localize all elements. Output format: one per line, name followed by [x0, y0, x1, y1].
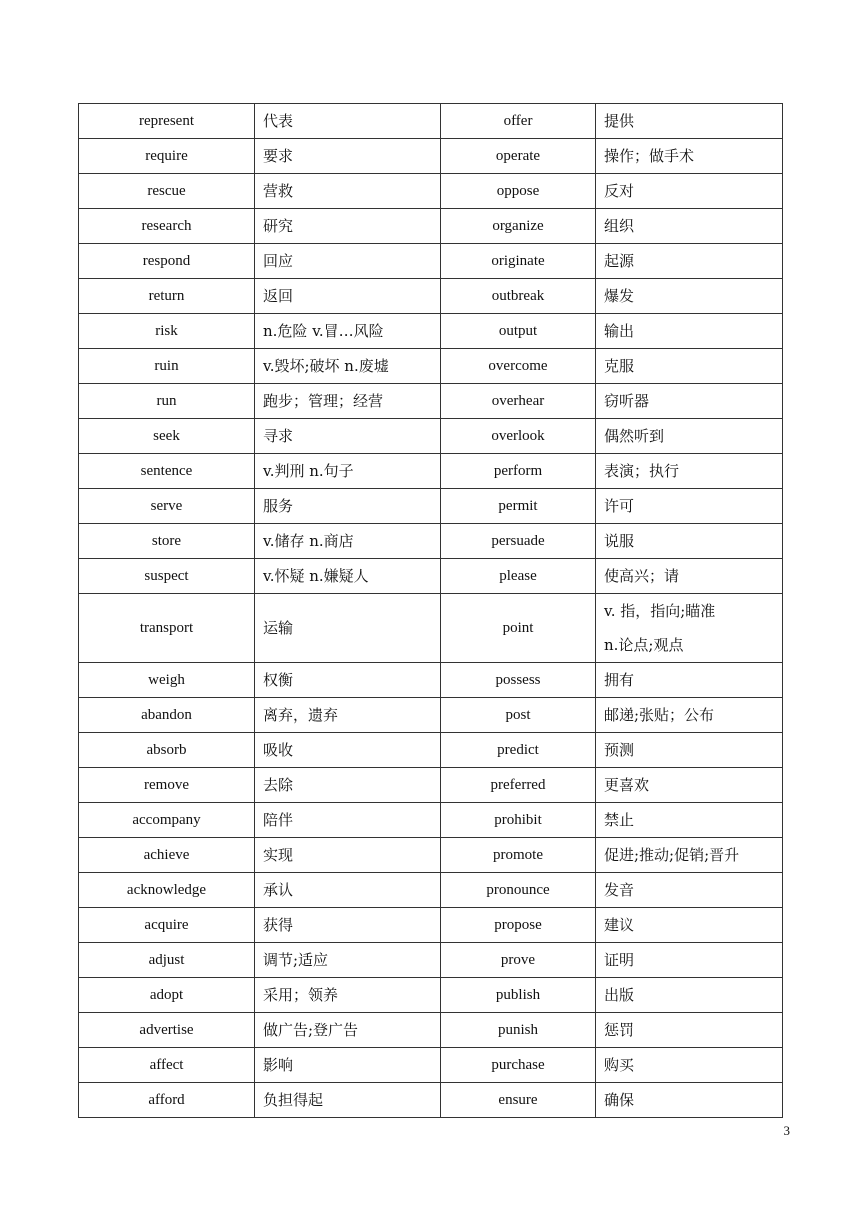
meaning-cell	[596, 594, 783, 663]
word-cell: affect	[79, 1048, 255, 1083]
table-row	[79, 454, 783, 489]
meaning-cell: v.怀疑 n.嫌疑人	[255, 559, 441, 594]
word-cell: possess	[441, 663, 596, 698]
word-cell: ensure	[441, 1083, 596, 1118]
table-row	[79, 978, 783, 1013]
table-row	[79, 698, 783, 733]
table-row	[79, 349, 783, 384]
meaning-cell: 权衡	[255, 663, 441, 698]
word-cell: operate	[441, 139, 596, 174]
table-row	[79, 489, 783, 524]
word-cell: seek	[79, 419, 255, 454]
word-cell: serve	[79, 489, 255, 524]
word-cell: achieve	[79, 838, 255, 873]
page-number: 3	[783, 1123, 790, 1138]
table-row	[79, 244, 783, 279]
meaning-cell: 表演；执行	[596, 454, 783, 489]
word-cell: require	[79, 139, 255, 174]
meaning-cell: 调节;适应	[255, 943, 441, 978]
meaning-cell: 离弃，遗弃	[255, 698, 441, 733]
meaning-cell: 组织	[596, 209, 783, 244]
table-row	[79, 279, 783, 314]
word-cell: post	[441, 698, 596, 733]
meaning-cell: 承认	[255, 873, 441, 908]
meaning-cell: 操作；做手术	[596, 139, 783, 174]
meaning-cell: 实现	[255, 838, 441, 873]
meaning-cell: 预测	[596, 733, 783, 768]
meaning-cell: 窃听器	[596, 384, 783, 419]
word-cell: originate	[441, 244, 596, 279]
meaning-cell: 跑步；管理；经营	[255, 384, 441, 419]
meaning-cell: 做广告;登广告	[255, 1013, 441, 1048]
meaning-cell: 采用；领养	[255, 978, 441, 1013]
word-cell: acknowledge	[79, 873, 255, 908]
word-cell: acquire	[79, 908, 255, 943]
word-cell: afford	[79, 1083, 255, 1118]
table-row	[79, 419, 783, 454]
word-cell: respond	[79, 244, 255, 279]
table-row	[79, 663, 783, 698]
meaning-cell: 发音	[596, 873, 783, 908]
word-cell: please	[441, 559, 596, 594]
word-cell: promote	[441, 838, 596, 873]
meaning-cell: 影响	[255, 1048, 441, 1083]
word-cell: abandon	[79, 698, 255, 733]
meaning-cell: 代表	[255, 104, 441, 139]
table-row	[79, 174, 783, 209]
table-row	[79, 1083, 783, 1118]
meaning-cell: 反对	[596, 174, 783, 209]
word-cell: publish	[441, 978, 596, 1013]
table-row	[79, 384, 783, 419]
word-cell: perform	[441, 454, 596, 489]
table-row	[79, 209, 783, 244]
word-cell: remove	[79, 768, 255, 803]
meaning-cell: v.毁坏;破坏 n.废墟	[255, 349, 441, 384]
word-cell: predict	[441, 733, 596, 768]
word-cell: oppose	[441, 174, 596, 209]
meaning-cell: 更喜欢	[596, 768, 783, 803]
meaning-cell: 建议	[596, 908, 783, 943]
meaning-cell: 促进;推动;促销;晋升	[596, 838, 783, 873]
table-row	[79, 943, 783, 978]
meaning-cell: 要求	[255, 139, 441, 174]
word-cell: punish	[441, 1013, 596, 1048]
table-row	[79, 908, 783, 943]
word-cell: outbreak	[441, 279, 596, 314]
meaning-cell: 负担得起	[255, 1083, 441, 1118]
word-cell: accompany	[79, 803, 255, 838]
meaning-cell: 吸收	[255, 733, 441, 768]
word-cell: store	[79, 524, 255, 559]
word-cell: sentence	[79, 454, 255, 489]
meaning-cell: 确保	[596, 1083, 783, 1118]
word-cell: overlook	[441, 419, 596, 454]
meaning-cell: 证明	[596, 943, 783, 978]
table-row	[79, 873, 783, 908]
meaning-cell: 提供	[596, 104, 783, 139]
word-cell: output	[441, 314, 596, 349]
meaning-cell: n.危险 v.冒…风险	[255, 314, 441, 349]
word-cell: overhear	[441, 384, 596, 419]
meaning-cell: 研究	[255, 209, 441, 244]
table-row	[79, 768, 783, 803]
table-row	[79, 104, 783, 139]
word-cell: ruin	[79, 349, 255, 384]
word-cell: organize	[441, 209, 596, 244]
meaning-cell: 营救	[255, 174, 441, 209]
word-cell: return	[79, 279, 255, 314]
table-row	[79, 139, 783, 174]
table-row	[79, 733, 783, 768]
meaning-cell: 输出	[596, 314, 783, 349]
word-cell: overcome	[441, 349, 596, 384]
table-row	[79, 314, 783, 349]
word-cell: propose	[441, 908, 596, 943]
meaning-cell: 运输	[255, 594, 441, 663]
meaning-cell: 克服	[596, 349, 783, 384]
word-cell: pronounce	[441, 873, 596, 908]
vocabulary-table	[78, 103, 783, 1118]
meaning-cell: 起源	[596, 244, 783, 279]
word-cell: suspect	[79, 559, 255, 594]
meaning-cell: 邮递;张贴；公布	[596, 698, 783, 733]
meaning-line: n.论点;观点	[604, 636, 684, 654]
meaning-cell: 返回	[255, 279, 441, 314]
word-cell: run	[79, 384, 255, 419]
meaning-cell: 去除	[255, 768, 441, 803]
word-cell: purchase	[441, 1048, 596, 1083]
meaning-cell: 获得	[255, 908, 441, 943]
word-cell: represent	[79, 104, 255, 139]
meaning-cell: v.判刑 n.句子	[255, 454, 441, 489]
table-row	[79, 594, 783, 663]
meaning-cell: 说服	[596, 524, 783, 559]
meaning-cell: v.储存 n.商店	[255, 524, 441, 559]
meaning-cell: 回应	[255, 244, 441, 279]
table-row	[79, 1048, 783, 1083]
table-row	[79, 803, 783, 838]
word-cell: advertise	[79, 1013, 255, 1048]
word-cell: absorb	[79, 733, 255, 768]
meaning-cell: 许可	[596, 489, 783, 524]
meaning-cell: 服务	[255, 489, 441, 524]
word-cell: adopt	[79, 978, 255, 1013]
meaning-cell: 购买	[596, 1048, 783, 1083]
word-cell: persuade	[441, 524, 596, 559]
vocabulary-table-body	[79, 104, 783, 1118]
word-cell: prohibit	[441, 803, 596, 838]
word-cell: adjust	[79, 943, 255, 978]
word-cell: rescue	[79, 174, 255, 209]
word-cell: offer	[441, 104, 596, 139]
meaning-cell: 偶然听到	[596, 419, 783, 454]
meaning-line: v. 指，指向;瞄准	[604, 602, 716, 620]
meaning-cell: 使高兴；请	[596, 559, 783, 594]
meaning-cell: 拥有	[596, 663, 783, 698]
meaning-cell: 爆发	[596, 279, 783, 314]
word-cell: point	[441, 594, 596, 663]
word-cell: transport	[79, 594, 255, 663]
table-row	[79, 838, 783, 873]
word-cell: research	[79, 209, 255, 244]
word-cell: preferred	[441, 768, 596, 803]
meaning-cell: 陪伴	[255, 803, 441, 838]
meaning-cell: 禁止	[596, 803, 783, 838]
meaning-cell: 寻求	[255, 419, 441, 454]
word-cell: permit	[441, 489, 596, 524]
word-cell: weigh	[79, 663, 255, 698]
table-row	[79, 524, 783, 559]
table-row	[79, 559, 783, 594]
meaning-cell: 出版	[596, 978, 783, 1013]
word-cell: risk	[79, 314, 255, 349]
meaning-cell: 惩罚	[596, 1013, 783, 1048]
word-cell: prove	[441, 943, 596, 978]
table-row	[79, 1013, 783, 1048]
